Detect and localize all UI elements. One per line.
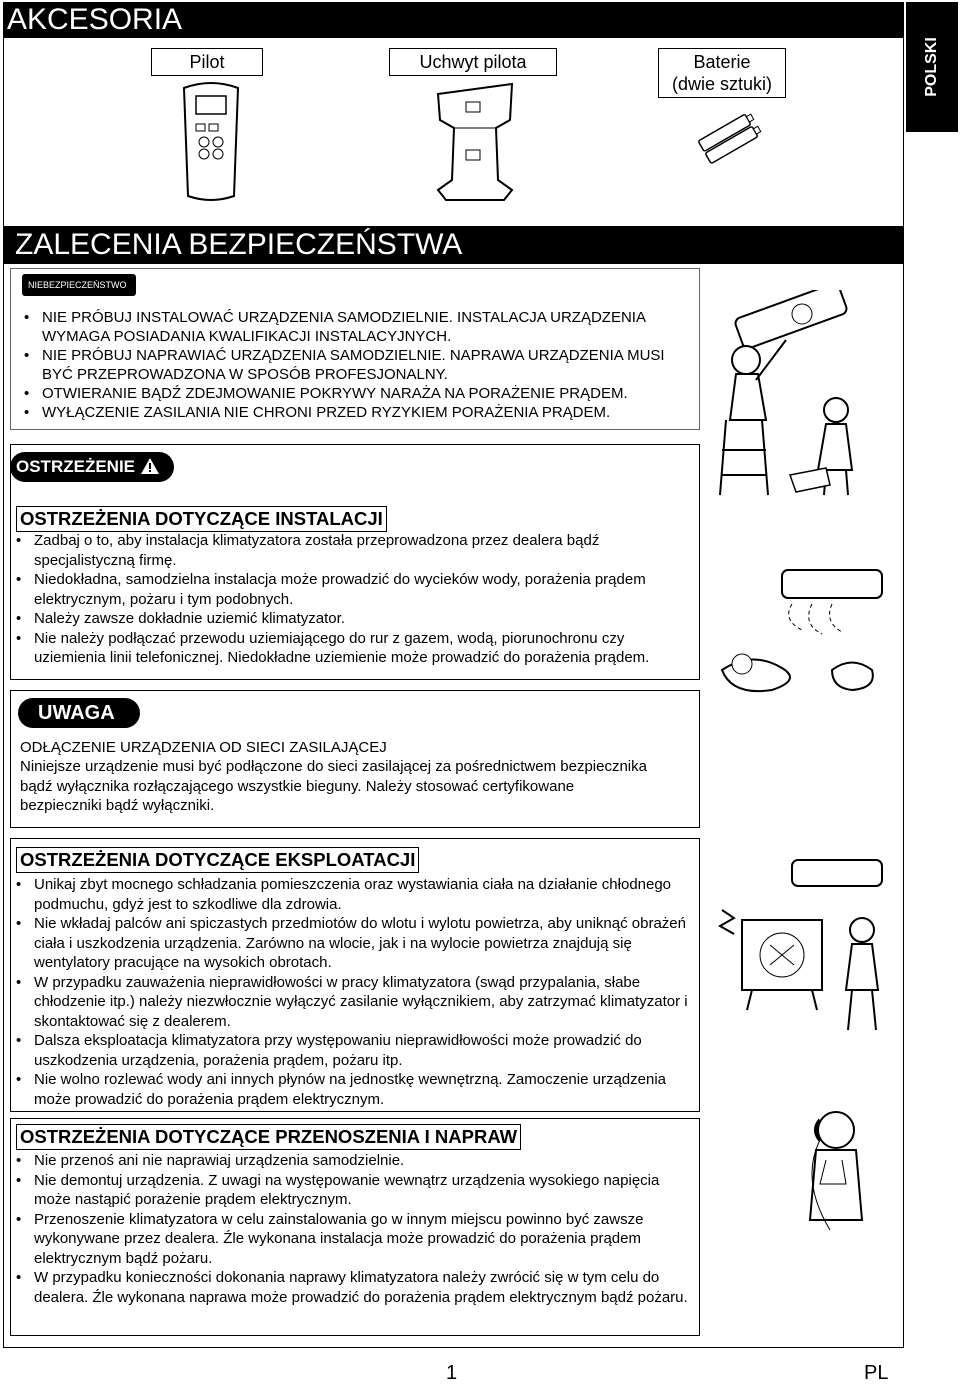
danger-label: NIEBEZPIECZEŃSTWO <box>22 274 136 296</box>
relocation-item: • W przypadku konieczności dokonania naprawy klimatyzatora należy zwrócić się w tym celu do dealera. Źle wykonana naprawa może prowadzić do porażenia prądem elektrycznym bądź pożaru. <box>14 1268 698 1307</box>
page-number: 1 <box>446 1362 458 1384</box>
batteries-illustration <box>694 108 768 164</box>
finger-fan-illustration <box>712 850 892 1040</box>
phone-call-illustration <box>790 1100 880 1240</box>
relocation-heading-wrap <box>16 1124 521 1150</box>
operation-list <box>14 875 698 1109</box>
operation-heading: OSTRZEŻENIA DOTYCZĄCE EKSPLOATACJI <box>16 847 419 873</box>
relocation-item: • Przenoszenie klimatyzatora w celu zainstalowania go w innym miejscu powinno być zawsze wykonywane przez dealera. Źle wykonana instalacja może prowadzić do porażenia prądem elektrycznym bądź pożaru. <box>14 1210 698 1269</box>
remote-holder-illustration <box>430 80 520 204</box>
accessory-batteries-label <box>658 48 786 98</box>
installer-illustration <box>706 290 866 500</box>
operation-item: • Nie wolno rozlewać wody ani innych płynów na jednostkę wewnętrzną. Zamoczenie urządzenia może prowadzić do porażenia prądem elektrycznym. <box>14 1070 698 1109</box>
safety-title: ZALECENIA BEZPIECZEŃSTWA <box>3 226 903 264</box>
danger-item: • OTWIERANIE BĄDŹ ZDEJMOWANIE POKRYWY NARAŻA NA PORAŻENIE PRĄDEM. <box>22 384 692 403</box>
accessory-holder-label: Uchwyt pilota <box>389 48 557 76</box>
accessories-title: AKCESORIA <box>3 2 903 38</box>
operation-item: • Dalsza eksploatacja klimatyzatora przy występowaniu nieprawidłowości może prowadzić do uszkodzenia urządzenia, porażenia prądem, pożaru itp. <box>14 1031 698 1070</box>
danger-item: • NIE PRÓBUJ NAPRAWIAĆ URZĄDZENIA SAMODZIELNIE. NAPRAWA URZĄDZENIA MUSI BYĆ PRZEPROWADZONA W SPOSÓB PROFESJONALNY. <box>22 346 692 384</box>
relocation-item: • Nie przenoś ani nie naprawiaj urządzenia samodzielnie. <box>14 1151 698 1171</box>
remote-control-illustration <box>176 78 246 204</box>
install-item: • Zadbaj o to, aby instalacja klimatyzatora została przeprowadzona przez dealera bądź specjalistyczną firmę. <box>14 531 698 570</box>
warning-label <box>10 452 174 482</box>
operation-item: • W przypadku zauważenia nieprawidłowości w pracy klimatyzatora (swąd przypalania, słabe chłodzenie itp.) należy niezwłocznie wyłączyć zasilanie wyłącznikiem, aby zatrzymać klimatyzator i skontaktować się z dealerem. <box>14 973 698 1032</box>
install-heading: OSTRZEŻENIA DOTYCZĄCE INSTALACJI <box>16 506 387 532</box>
danger-list <box>22 308 692 422</box>
danger-item: • WYŁĄCZENIE ZASILANIA NIE CHRONI PRZED RYZYKIEM PORAŻENIA PRĄDEM. <box>22 403 692 422</box>
operation-item: • Unikaj zbyt mocnego schładzania pomieszczenia oraz wystawiania ciała na działanie chłodnego podmuchu, gdyż jest to szkodliwe dla zdrowia. <box>14 875 698 914</box>
operation-item: • Nie wkładaj palców ani spiczastych przedmiotów do wlotu i wylotu powietrza, aby uniknąć obrażeń ciała i uszkodzenia urządzenia. Zarówno na wlocie, jak i na wylocie powietrza znajdują się wentylatory pracujące na wysokich obrotach. <box>14 914 698 973</box>
caution-heading: ODŁĄCZENIE URZĄDZENIA OD SIECI ZASILAJĄCEJ <box>20 739 387 756</box>
install-list <box>14 531 698 668</box>
warning-label-text: OSTRZEŻENIE <box>16 457 136 476</box>
caution-body: Niniejsze urządzenie musi być podłączone do sieci zasilającej za pośrednictwem bezpiecznika bądź wyłącznika rozłączającego wszystkie bieguny. Należy stosować certyfikowane bezpieczniki bądź wyłączniki. <box>20 758 647 814</box>
language-label: POLSKI <box>923 37 940 97</box>
install-item: • Nie należy podłączać przewodu uziemiającego do rur z gazem, wodą, piorunochronu czy uziemienia linii telefonicznej. Niedokładne uziemienie może prowadzić do porażenia prądem. <box>14 629 698 668</box>
caution-label: UWAGA <box>18 698 140 728</box>
install-item: • Należy zawsze dokładnie uziemić klimatyzator. <box>14 609 698 629</box>
cold-air-sleeping-illustration <box>712 560 892 700</box>
batteries-line1: Baterie <box>693 52 751 72</box>
operation-heading-wrap <box>16 847 419 873</box>
install-heading-wrap <box>16 506 387 532</box>
batteries-line2: (dwie sztuki) <box>671 74 773 94</box>
footer-language: PL <box>864 1362 889 1384</box>
install-item: • Niedokładna, samodzielna instalacja może prowadzić do wycieków wody, porażenia prądem elektrycznym, pożaru i tym podobnych. <box>14 570 698 609</box>
accessory-remote-label: Pilot <box>151 48 263 76</box>
warning-triangle-icon <box>140 457 160 475</box>
relocation-item: • Nie demontuj urządzenia. Z uwagi na występowanie wewnątrz urządzenia wysokiego napięcia może nastąpić porażenie prądem elektrycznym. <box>14 1171 698 1210</box>
relocation-heading: OSTRZEŻENIA DOTYCZĄCE PRZENOSZENIA I NAPRAW <box>16 1124 521 1150</box>
danger-item: • NIE PRÓBUJ INSTALOWAĆ URZĄDZENIA SAMODZIELNIE. INSTALACJA URZĄDZENIA WYMAGA POSIADANIA KWALIFIKACJI INSTALACYJNYCH. <box>22 308 692 346</box>
language-tab <box>906 2 958 132</box>
relocation-list <box>14 1151 698 1307</box>
